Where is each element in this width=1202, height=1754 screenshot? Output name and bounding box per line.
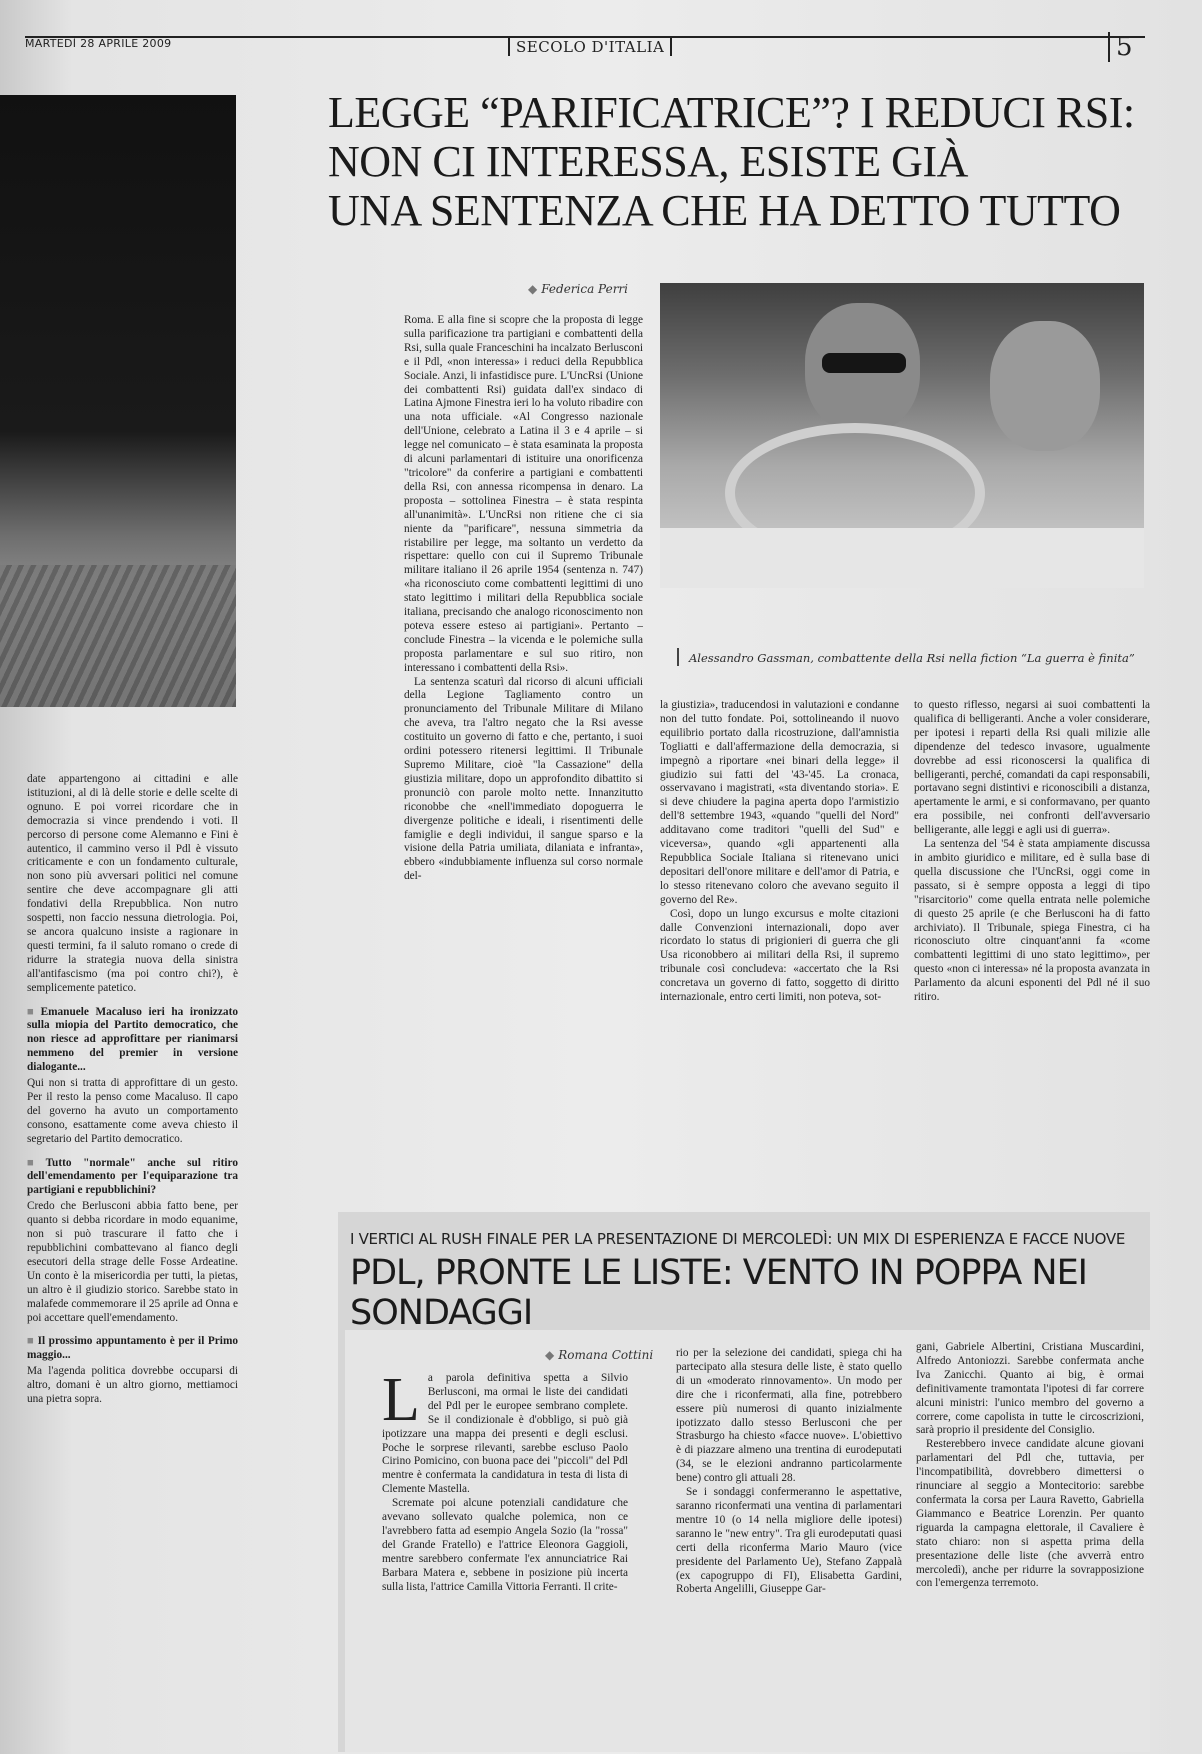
photo-detail — [660, 528, 1144, 588]
paragraph: la giustizia», traducendosi in valutazioni e condanne non del tutto fondate. Poi, sottolineando il nuovo equilibrio portato dalla ricostruzione, dall'amnistia Togliatti e dall'affermazione della democrazia, si impegnò a riportare «nei binari della legge» il giudizio sui fatti del '43-'45. La cronaca, osservavano i magistrati, «sta diventando storia». E si deve chiudere la pagina aperta dopo l'armistizio dell'8 settembre 1943, «quando "quelli del Nord" additavano come traditori "quelli del Sud" e viceversa», quando «gli appartenenti alla Repubblica Sociale Italiana si ritenevano unici depositari dell'onore militare e dell'amor di Patria, e lo stesso ritenevano coloro che avevano seguito il governo del Re». — [660, 699, 899, 906]
article2-kicker: I VERTICI AL RUSH FINALE PER LA PRESENTAZIONE DI MERCOLEDÌ: UN MIX DI ESPERIENZA E FACCE NUOVE — [350, 1230, 1126, 1248]
drop-cap: L — [382, 1372, 420, 1434]
byline-name: Federica Perri — [541, 282, 628, 296]
paragraph: Se i sondaggi confermeranno le aspettative, saranno riconfermati una ventina di parlamentari mentre 10 (o 14 nella migliore delle ipotesi) saranno le "new entry". Tra gli eurodeputati quasi certi della riconferma Mario Mauro (vice presidente del Parlamento Ue), Stefano Zappalà (ex capogruppo di FI), Elisabetta Gardini, Roberta Angelilli, Giuseppe Gar- — [676, 1486, 902, 1596]
paragraph: Scremate poi alcune potenziali candidature che avevano sollevato qualche polemica, non ce l'avrebbero fatta ad esempio Angela Sozio (la "rossa" del Grande Fratello) e l'attrice Eleonora Gaggioli, mentre sarebbero confermate l'ex annunciatrice Rai Barbara Matera e, sebbene in posizione più incerta sulla lista, l'attrice Camilla Vittoria Ferranti. Il crite- — [382, 1497, 628, 1593]
headline-line: NON CI INTERESSA, ESISTE GIÀ — [328, 137, 968, 186]
headline-line: UNA SENTENZA CHE HA DETTO TUTTO — [328, 186, 1121, 235]
page-number: 5 — [1108, 32, 1133, 62]
photo-figure — [990, 321, 1100, 451]
article2-column-3 — [916, 1341, 1144, 1742]
article2-headline: PDL, PRONTE LE LISTE: VENTO IN POPPA NEI SONDAGGI — [350, 1253, 1088, 1333]
left-photo — [0, 95, 236, 707]
paragraph: date appartengono ai cittadini e alle istituzioni, al di là delle storie e delle scelte di ognuno. E poi vorrei ricordare che in democrazia si vince prendendo i voti. Il percorso di persone come Alemanno e Fini è autentico, il cammino verso il Pdl è vissuto criticamente e con un fondamento culturale, non sono più avversari politici nel comune sentire che deve accompagnare gli atti fondativi della Rrepubblica. Non nutro sospetti, non faccio nessuna dietrologia. Poi, se ancora qualcuno insiste a ragionare in questi termini, fa il saluto romano o crede di ridurre la strategia nuova della sinistra all'antifascismo (ma poi contro chi?), è semplicemente patetico. — [27, 773, 238, 994]
headline-line: LEGGE “PARIFICATRICE”? I REDUCI RSI: — [328, 88, 1135, 137]
interview-answer: Credo che Berlusconi abbia fatto bene, per quanto si debba ricordare in modo equanime, non si può trascurare il fatto che i repubblichini combattevano al fianco degli esecutori della strage delle Fosse Ardeatine. Un conto è la misericordia per tutti, la pietas, un altro è il giudizio storico. Sarebbe stato in malafede commemorare il 25 aprile ad Onna e poi accettare quell'emendamento. — [27, 1200, 238, 1324]
byline-article2: ◆ Romana Cottini — [545, 1348, 654, 1362]
article1-column-2 — [660, 699, 899, 1159]
paragraph: La sentenza del '54 è stata ampiamente discussa in ambito giuridico e militare, ed è sulla base di quella discussione che l'UncRsi, oggi come in passato, si è sempre opposta a leggi di tipo "risarcitorio" come quella entrata nelle polemiche di questo 25 aprile (e che Berlusconi ha di fatto archiviato). Il Tribunale, spiega Finestra, ci ha riconosciuto oltre cinquant'anni fa «come combattenti legittimi di uno stato legittimo», per questo «non ci interessa» né la proposta avanzata in Parlamento da alcuni esponenti del Pdl né il suo ritiro. — [914, 838, 1150, 1004]
interview-question: ■ Il prossimo appuntamento è per il Primo maggio... — [27, 1335, 238, 1362]
interview-question: ■ Emanuele Macaluso ieri ha ironizzato sulla miopia del Partito democratico, che non riesce ad approfittare per rianimarsi nemmeno del premier in versione dialogante... — [27, 1005, 238, 1074]
issue-date: MARTEDÌ 28 APRILE 2009 — [25, 37, 172, 50]
main-headline — [328, 88, 1148, 235]
main-photo — [660, 283, 1144, 588]
paragraph: Roma. E alla fine si scopre che la proposta di legge sulla parificazione tra partigiani e combattenti della Rsi, sulla quale Franceschini ha incalzato Berlusconi e il Pdl, «non interessa» i reduci della Repubblica Sociale. Anzi, li infastidisce pure. L'UncRsi (Unione dei combattenti Rsi) guidata dall'ex sindaco di Latina Ajmone Finestra ieri lo ha voluto ribadire con una nota ufficiale. «Al Congresso nazionale dell'Unione, celebrato a Latina il 3 e 4 aprile – si legge nel comunicato – è stata esaminata la proposta di alcuni parlamentari di istituire una onorificenza "tricolore" da conferire a partigiani e combattenti della Rsi, con annessa ricompensa in denaro. La proposta – sottolinea Finestra – è stata respinta all'unanimità». L'UncRsi non ritiene che ci sia niente da "parificare", nessuna simmetria da ristabilire per legge, ma soltanto un verdetto da rispettare: quello con cui il Supremo Tribunale militare italiano il 26 aprile 1954 (sentenza n. 747) «ha riconosciuto come combattenti legittimi di uno stato legittimo i militari della Repubblica sociale italiana, precisando che analogo riconoscimento non poteva essere esteso ai partigiani». Pertanto – conclude Finestra – la vicenda e le polemiche sulla proposta parlamentare e sul suo ritiro, non interessano i combattenti della Rsi». — [404, 314, 643, 674]
article1-column-3 — [914, 699, 1150, 1159]
interview-answer: Ma l'agenda politica dovrebbe occuparsi di altro, domani è un altro giorno, mettiamoci una pietra sopra. — [27, 1365, 238, 1406]
paragraph: rio per la selezione dei candidati, spiega chi ha partecipato alla stesura delle liste, è stato quello di un «moderato rinnovamento». Un modo per dire che i riconfermati, alla fine, potrebbero essere più numerosi di quanto inizialmente ipotizzato dallo stesso Berlusconi che per Strasburgo ha chiesto «facce nuove». L'obiettivo è di piazzare almeno una trentina di eurodeputati (34, se le elezioni andranno particolarmente bene) contro gli attuali 28. — [676, 1347, 902, 1485]
byline-article1: ◆ Federica Perri — [528, 282, 628, 296]
paragraph: to questo riflesso, negarsi ai suoi combattenti la qualifica di belligeranti. Anche a voler considerare, per ipotesi i reparti della Rsi quali milizie alle dipendenze del tedesco invasore, ugualmente dovrebbe ad essi riconoscersi la qualifica di belligeranti, perché, comandati da capi responsabili, portavano segni distintivi e riconoscibili a distanza, apertamente le armi, e si conformavano, per quanto era possibile, nei confronti dell'avversario belligerante, alle leggi e agli usi di guerra». — [914, 699, 1150, 837]
article2-column-1 — [382, 1372, 628, 1742]
interview-answer: Qui non si tratta di approfittare di un gesto. Per il resto la penso come Macaluso. Il capo del governo ha avuto un comportamento consono, esattamente come aveva chiesto il segretario del Partito democratico. — [27, 1077, 238, 1145]
photo-detail — [822, 353, 906, 373]
paragraph: gani, Gabriele Albertini, Cristiana Muscardini, Alfredo Antoniozzi. Sarebbe confermata anche Iva Zanicchi. Quanto ai big, è ormai definitivamente tramontata l'ipotesi di far correre alcuni ministri: l'unico membro del governo a correre, come capolista in tutte le circoscrizioni, sarà proprio il presidente del Consiglio. — [916, 1341, 1144, 1437]
photo-caption: Alessandro Gassman, combattente della Rsi nella fiction “La guerra è finita” — [677, 648, 1147, 666]
article1-column-1 — [404, 314, 643, 1158]
paragraph: Resterebbero invece candidate alcune giovani parlamentari del Pdl che, tuttavia, per l'incompatibilità, dovrebbero dimettersi o rinunciare al seggio a Montecitorio: sarebbe confermata la corsa per Laura Ravetto, Gabriella Giammanco e Beatrice Lorenzin. Per quanto riguarda la campagna elettorale, il Cavaliere è stato chiaro: non si aspetta prima della presentazione delle liste (che avverrà entro mercoledì), anche per ridurre la sovrapposizione con l'emergenza terremoto. — [916, 1438, 1144, 1590]
paragraph: Così, dopo un lungo excursus e molte citazioni dalle Convenzioni internazionali, dopo aver ricordato lo status di prigionieri di guerra che gli Usa riconobbero ai militari della Rsi, il supremo tribunale così concludeva: «accertato che la Rsi concretava un governo di fatto, soggetto di diritto internazionale, entro certi limiti, non poteva, sot- — [660, 907, 899, 1004]
byline-name: Romana Cottini — [558, 1348, 654, 1362]
newspaper-title: SECOLO D'ITALIA — [508, 38, 672, 56]
paragraph: a parola definitiva spetta a Silvio Berlusconi, ma ormai le liste dei candidati del Pdl per le europee sembrano complete. Se il condizionale è d'obbligo, si può già ipotizzare una mappa dei presenti e degli esclusi. Poche le sorprese rilevanti, sarebbe escluso Paolo Cirino Pomicino, con buona pace dei "piccoli" del Pdl mentre è confermata la candidatura in testa di lista di Clemente Mastella. — [382, 1372, 628, 1496]
article2-column-2 — [676, 1347, 902, 1742]
paragraph: La sentenza scaturì dal ricorso di alcuni ufficiali della Legione Tagliamento contro un pronunciamento del Tribunale Militare di Milano che aveva, tra l'altro negato che la Rsi avesse costituito un governo di fatto e che, pertanto, i suoi ordini potessero ritenersi legittimi. Il Tribunale Supremo Militare, cioè "la Cassazione" della giustizia militare, dopo un approfondito dibattito si pronunciò con parole molto nette. Innanzitutto riconobbe che «nell'immediato dopoguerra le divergenze politiche e ideali, i risentimenti delle famiglie e degli individui, il sangue sparso e la visione della Patria umiliata, dilaniata e infranta», ebbero «indubbiamente influenza sul corso normale del- — [404, 675, 643, 883]
interview-question: ■ Tutto "normale" anche sul ritiro dell'emendamento per l'equiparazione tra partigiani e repubblichini? — [27, 1156, 238, 1197]
left-interview-column — [27, 773, 238, 1745]
